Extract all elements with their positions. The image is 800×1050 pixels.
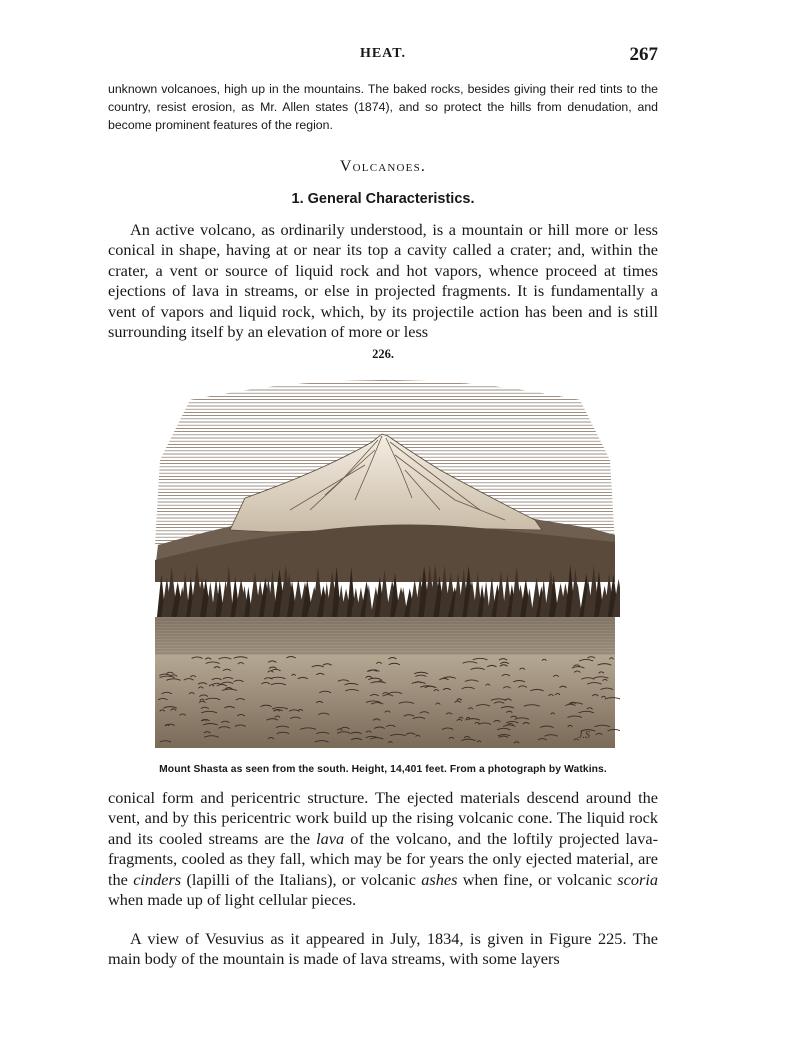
term-cinders: cinders <box>133 869 182 889</box>
term-lava: lava <box>316 828 345 848</box>
figure-caption: Mount Shasta as seen from the south. Height, 14,401 feet. From a photograph by Watkins. <box>159 764 607 775</box>
figure-mount-shasta <box>150 370 620 748</box>
paragraph-lava-cinders <box>108 788 658 910</box>
page-number: 267 <box>629 44 658 65</box>
subsection-title: 1. General Characteristics. <box>291 191 475 207</box>
text-run: when fine, or volcanic <box>457 869 618 889</box>
term-scoria: scoria <box>617 869 658 889</box>
text-run: (lapilli of the Italians), or volcanic <box>181 869 422 889</box>
paragraph-vesuvius: A view of Vesuvius as it appeared in July, 1834, is given in Figure 225. The main body of the mountain is made of lava streams, with some layers <box>108 929 658 969</box>
section-title: Volcanoes. <box>339 158 427 175</box>
running-head-title: HEAT. <box>359 46 407 61</box>
foreground-meadow <box>155 655 615 748</box>
mount-shasta-engraving <box>150 370 620 748</box>
figure-number: 226. <box>372 347 394 361</box>
term-ashes: ashes <box>421 869 458 889</box>
text-run: conical form and pericentric structure. The ejected materials descend around the vent, and by this pericentric work build up the rising volcanic cone. The liquid rock and its cooled streams are the <box>108 788 658 848</box>
text-run: of the volcano, and the loftily projected lava-fragments, cooled as they fall, which may be for years the only ejected material, are the <box>108 828 658 889</box>
running-head <box>108 44 658 66</box>
intro-paragraph: unknown volcanoes, high up in the mountains. The baked rocks, besides giving their red tints to the country, resist erosion, as Mr. Allen states (1874), and so protect the hills from denudation, and become prominent features of the region. <box>108 82 658 132</box>
text-run: when made up of light cellular pieces. <box>108 890 357 910</box>
paragraph-general-characteristics: An active volcano, as ordinarily understood, is a mountain or hill more or less conical in shape, having at or near its top a cavity called a crater; and, within the crater, a vent or source of liquid rock and hot vapors, whence proceed at times ejections of lava in streams, or else in projected fragments. It is fundamentally a vent of vapors and liquid rock, which, by its projectile action has been and is still surrounding itself by an elevation of more or less <box>108 220 658 342</box>
engraver-signature: J.S <box>578 730 590 741</box>
